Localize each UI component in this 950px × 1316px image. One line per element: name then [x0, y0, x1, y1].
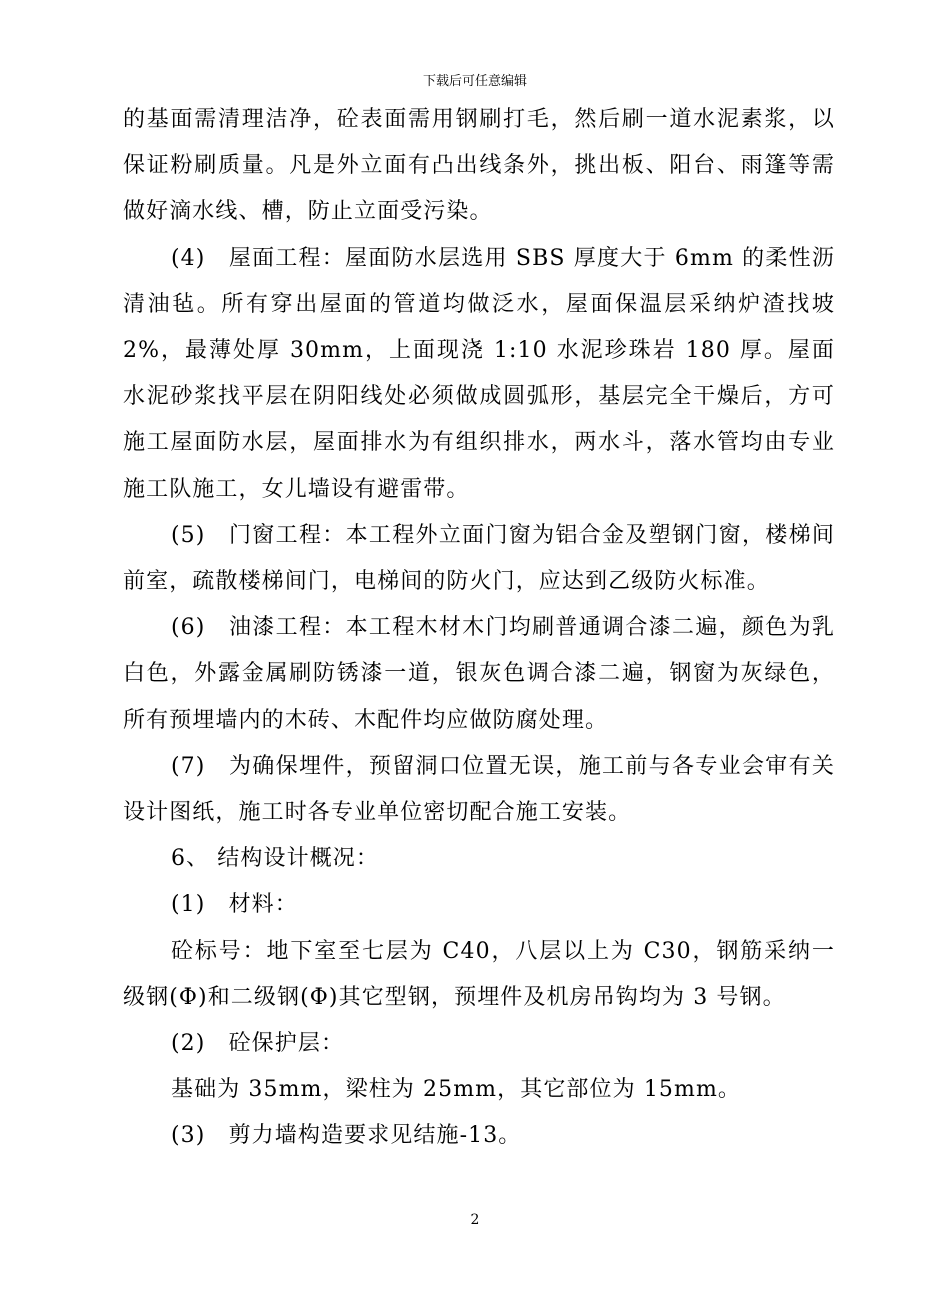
page-header: 下载后可任意编辑: [422, 74, 527, 89]
subheading-materials: (1) 材料：: [171, 892, 298, 918]
subheading-concrete-cover: (2) 砼保护层：: [171, 1031, 345, 1057]
paragraph-embedded-parts: (7) 为确保埋件，预留洞口位置无误，施工前与各专业会审有关设计图纸，施工时各专业单位密切配合施工安装。: [123, 753, 835, 826]
paragraph-continuation: 的基面需清理洁净，砼表面需用钢刷打毛，然后刷一道水泥素浆，以保证粉刷质量。凡是外立面有凸出线条外，挑出板、阳台、雨篷等需做好滴水线、槽，防止立面受污染。: [123, 107, 835, 225]
paragraph-doors-windows: (5) 门窗工程：本工程外立面门窗为铝合金及塑钢门窗，楼梯间前室，疏散楼梯间门，电梯间的防火门，应达到乙级防火标准。: [123, 522, 835, 595]
paragraph-roof-works: (4) 屋面工程：屋面防水层选用 SBS 厚度大于 6mm 的柔性沥清油毡。所有穿出屋面的管道均做泛水，屋面保温层采纳炉渣找坡 2%，最薄处厚 30mm，上面现浇 1:10 水泥珍珠岩 180 厚。屋面水泥砂浆找平层在阴阳线处必须做成圆弧形，基层完全干燥后，方可施工屋面防水层，屋面排水为有组织排水，两水斗，落水管均由专业施工队施工，女儿墙设有避雷带。: [123, 245, 835, 502]
page-number: 2: [470, 1212, 480, 1228]
paragraph-painting-works: (6) 油漆工程：本工程木材木门均刷普通调合漆二遍，颜色为乳白色，外露金属刷防锈漆一道，银灰色调合漆二遍，钢窗为灰绿色，所有预埋墙内的木砖、木配件均应做防腐处理。: [123, 615, 835, 733]
document-body: [123, 97, 835, 1160]
paragraph-shear-wall: (3) 剪力墙构造要求见结施-13。: [171, 1123, 522, 1149]
section-heading-structure: 6、 结构设计概况：: [171, 846, 379, 872]
paragraph-cover-thickness: 基础为 35mm，梁柱为 25mm，其它部位为 15mm。: [171, 1077, 742, 1103]
paragraph-concrete-grade: 砼标号：地下室至七层为 C40，八层以上为 C30，钢筋采纳一级钢(Φ)和二级钢(Φ)其它型钢，预埋件及机房吊钩均为 3 号钢。: [123, 938, 835, 1010]
